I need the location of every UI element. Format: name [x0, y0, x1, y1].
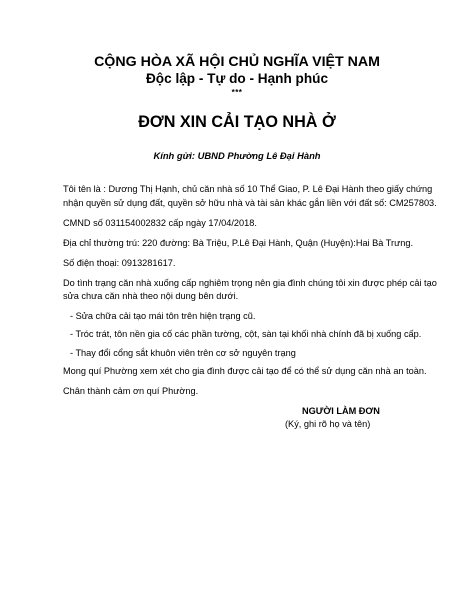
list-item: - Sửa chữa cải tạo mái tôn trên hiện trạng cũ.: [70, 311, 256, 321]
reason-line-2: sửa chưa căn nhà theo nội dung bên dưới.: [63, 291, 239, 301]
list-item: - Tróc trát, tôn nền gia cố các phần tường, cột, sàn tại khối nhà chính đã bị xuống cấp.: [70, 329, 422, 339]
signature-note: (Ký, ghi rõ họ và tên): [285, 419, 371, 429]
intro-line-1: Tôi tên là : Dương Thị Hạnh, chủ căn nhà số 10 Thể Giao, P. Lê Đại Hành theo giấy chứng: [63, 184, 433, 194]
intro-line-2: nhận quyền sử dụng đất, quyền sở hữu nhà và tài sản khác gắn liền với đất số: CM257803.: [63, 198, 437, 208]
motto-heading: Độc lập - Tự do - Hạnh phúc: [145, 71, 329, 86]
recipient-line: Kính gửi: UBND Phường Lê Đại Hành: [153, 150, 321, 161]
reason-line-1: Do tình trạng căn nhà xuống cấp nghiêm trọng nên gia đình chúng tôi xin được phép cải tạo: [63, 278, 437, 288]
request-line: Mong quí Phường xem xét cho gia đình được cải tạo để có thể sử dụng căn nhà an toàn.: [63, 366, 427, 376]
phone-line: Số điện thoại: 0913281617.: [63, 258, 176, 268]
heading-separator: ***: [231, 88, 243, 97]
address-line: Địa chỉ thường trú: 220 đường: Bà Triệu, P.Lê Đại Hành, Quận (Huyện):Hai Bà Trưng.: [63, 238, 414, 248]
list-item: - Thay đổi cổng sắt khuôn viên trên cơ sở nguyên trạng: [70, 348, 296, 358]
id-card-line: CMND số 031154002832 cấp ngày 17/04/2018.: [63, 218, 257, 228]
thanks-line: Chân thành cảm ơn quí Phường.: [63, 386, 199, 396]
document-title: ĐƠN XIN CẢI TẠO NHÀ Ở: [138, 113, 336, 131]
country-heading: CỘNG HÒA XÃ HỘI CHỦ NGHĨA VIỆT NAM: [94, 54, 380, 70]
signature-label: NGƯỜI LÀM ĐƠN: [302, 406, 380, 416]
